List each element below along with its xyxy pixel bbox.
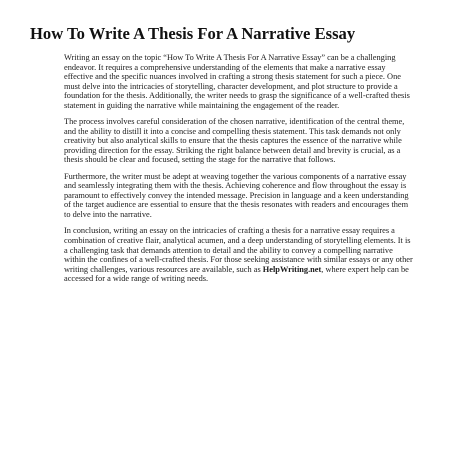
conclusion-text-after: , where expert help can be accessed for a wide range of writing needs.: [64, 264, 409, 284]
document-title: How To Write A Thesis For A Narrative Essay: [30, 24, 356, 43]
paragraph-introduction: Writing an essay on the topic “How To Write A Thesis For A Narrative Essay” can be a challenging endeavor. It requires a comprehensive understanding of the elements that make a narrative essay effective and the specific nuances involved in crafting a strong thesis statement for such a piece. One must delve into the intricacies of storytelling, character development, and plot structure to provide a foundation for the thesis. Additionally, the writer needs to grasp the significance of a well-crafted thesis statement in guiding the narrative while maintaining the engagement of the reader.: [64, 53, 410, 110]
paragraph-integration: Furthermore, the writer must be adept at weaving together the various components of a narrative essay and seamlessly integrating them with the thesis. Achieving coherence and flow throughout the essay is paramount to effectively convey the intended message. Precision in language and a keen understanding of the target audience are essential to ensure that the thesis resonates with readers and encourages them to delve into the narrative.: [64, 171, 409, 219]
paragraph-process: The process involves careful consideration of the chosen narrative, identification of the central theme, and the ability to distill it into a concise and compelling thesis statement. This task demands not only creativity but also analytical skills to ensure that the thesis captures the essence of the narrative while providing direction for the essay. Striking the right balance between detail and brevity is crucial, as a thesis should be clear and focused, setting the stage for the narrative that follows.: [64, 117, 405, 165]
document-body: [64, 53, 416, 291]
paragraph-conclusion: [64, 226, 416, 283]
conclusion-text-before: In conclusion, writing an essay on the intricacies of crafting a thesis for a narrative essay requires a combination of creative flair, analytical acumen, and a deep understanding of storytelling elements. It is a challenging task that demands attention to detail and the ability to convey a compelling narrative within the confines of a well-crafted thesis. For those seeking assistance with similar essays or any other writing challenges, various resources are available, such as: [64, 226, 413, 274]
helpwriting-brand-text: HelpWriting.net: [262, 264, 322, 274]
